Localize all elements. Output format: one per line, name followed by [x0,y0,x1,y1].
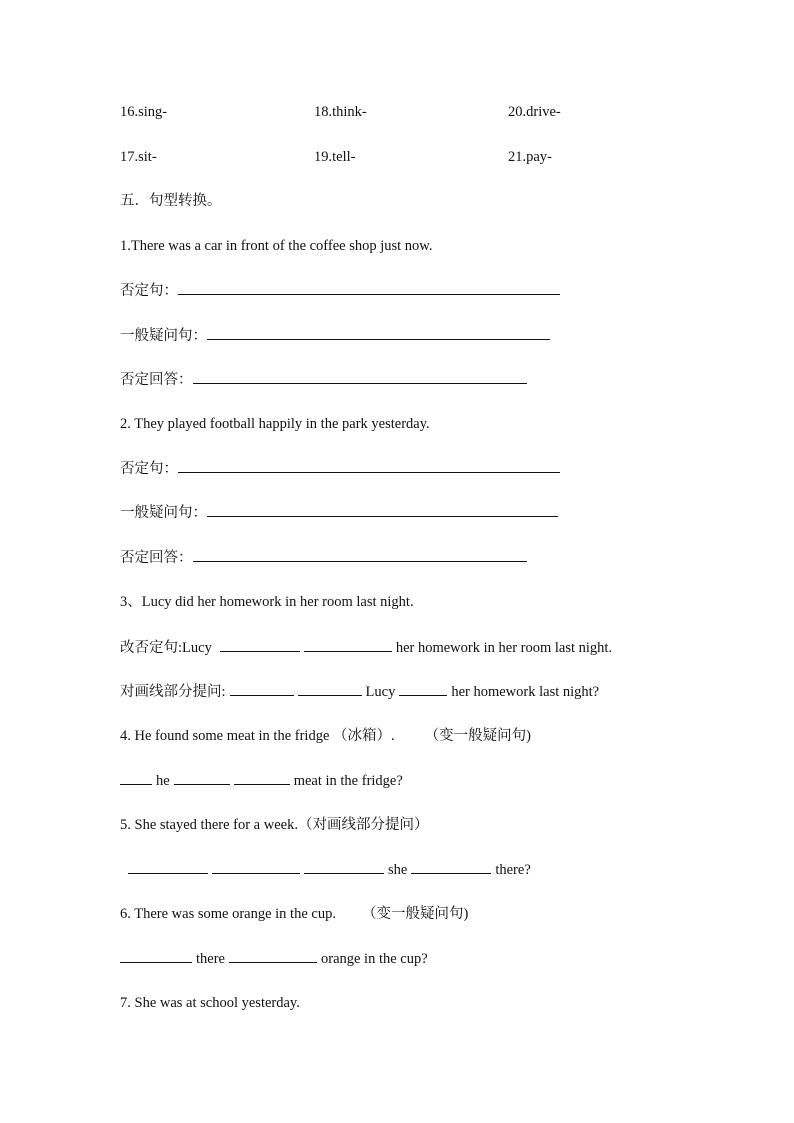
q6-sentence-row [120,904,468,924]
q3-wh-blank-1[interactable] [230,681,294,696]
q6-word-there: there [196,951,225,967]
q2-sentence: 2. They played football happily in the park yesterday. [120,416,430,432]
q3-wh-blank-3[interactable] [399,681,447,696]
q3-wh-mid: Lucy [365,684,396,700]
word-21: 21.pay- [508,149,552,165]
q2-negative-label: 否定句： [120,461,178,477]
q2-negative-row [120,458,560,479]
q4-blank-1[interactable] [120,770,152,785]
q5-blank-4[interactable] [411,859,491,874]
q1-neg-answer-label: 否定回答： [120,372,193,388]
q1-neg-answer-blank[interactable] [193,369,527,384]
q7-sentence: 7. She was at school yesterday. [120,995,300,1011]
q3-negative-row [120,637,612,658]
word-20: 20.drive- [508,104,561,120]
q4-word-he: he [156,773,170,789]
q3-wh-row [120,681,599,702]
q6-instruction: （变一般疑问句) [361,906,469,922]
q4-word-meat: meat in the fridge? [293,773,403,789]
word-19: 19.tell- [314,149,356,165]
q2-neg-answer-blank[interactable] [193,547,527,562]
q3-wh-suffix: her homework last night? [451,684,600,700]
q1-question-blank[interactable] [207,325,550,340]
q1-neg-answer-row [120,369,527,390]
q1-sentence: 1.There was a car in front of the coffee shop just now. [120,238,433,254]
section-heading: 五．句型转换。 [120,193,222,209]
q2-question-blank[interactable] [207,502,558,517]
word-17: 17.sit- [120,149,157,165]
q4-sentence: 4. He found some meat in the fridge （冰箱）. [120,728,395,744]
q1-negative-label: 否定句： [120,283,178,299]
q4-sentence-row [120,726,531,746]
q5-word-she: she [388,862,408,878]
q5-answer-row [128,859,531,880]
q4-instruction: （变一般疑问句) [424,728,531,744]
q3-wh-blank-2[interactable] [298,681,362,696]
q6-blank-1[interactable] [120,948,192,963]
q3-negative-suffix: her homework in her room last night. [395,640,613,656]
q6-sentence: 6. There was some orange in the cup. [120,906,336,922]
q5-word-there: there? [495,862,531,878]
q6-answer-row [120,948,428,969]
word-18: 18.think- [314,104,367,120]
q2-neg-answer-label: 否定回答： [120,550,193,566]
q3-negative-blank-1[interactable] [220,637,300,652]
q2-question-label: 一般疑问句： [120,505,207,521]
word-16: 16.sing- [120,104,168,120]
q3-wh-prefix: 对画线部分提问: [120,684,226,700]
q2-question-row [120,502,558,523]
q5-blank-3[interactable] [304,859,384,874]
q4-blank-2[interactable] [174,770,230,785]
q3-sentence: 3、Lucy did her homework in her room last night. [120,594,414,610]
q3-negative-prefix: 改否定句:Lucy [120,640,212,656]
q1-negative-row [120,280,560,301]
q5-blank-2[interactable] [212,859,300,874]
q4-blank-3[interactable] [234,770,290,785]
q5-blank-1[interactable] [128,859,208,874]
q5-sentence: 5. She stayed there for a week.（对画线部分提问） [120,817,429,833]
q1-question-label: 一般疑问句： [120,328,207,344]
q3-negative-blank-2[interactable] [304,637,392,652]
q1-negative-blank[interactable] [178,280,560,295]
q4-answer-row [120,770,403,791]
q2-negative-blank[interactable] [178,458,560,473]
q1-question-row [120,325,550,346]
q6-blank-2[interactable] [229,948,317,963]
q6-word-orange: orange in the cup? [320,951,428,967]
q2-neg-answer-row [120,547,527,568]
